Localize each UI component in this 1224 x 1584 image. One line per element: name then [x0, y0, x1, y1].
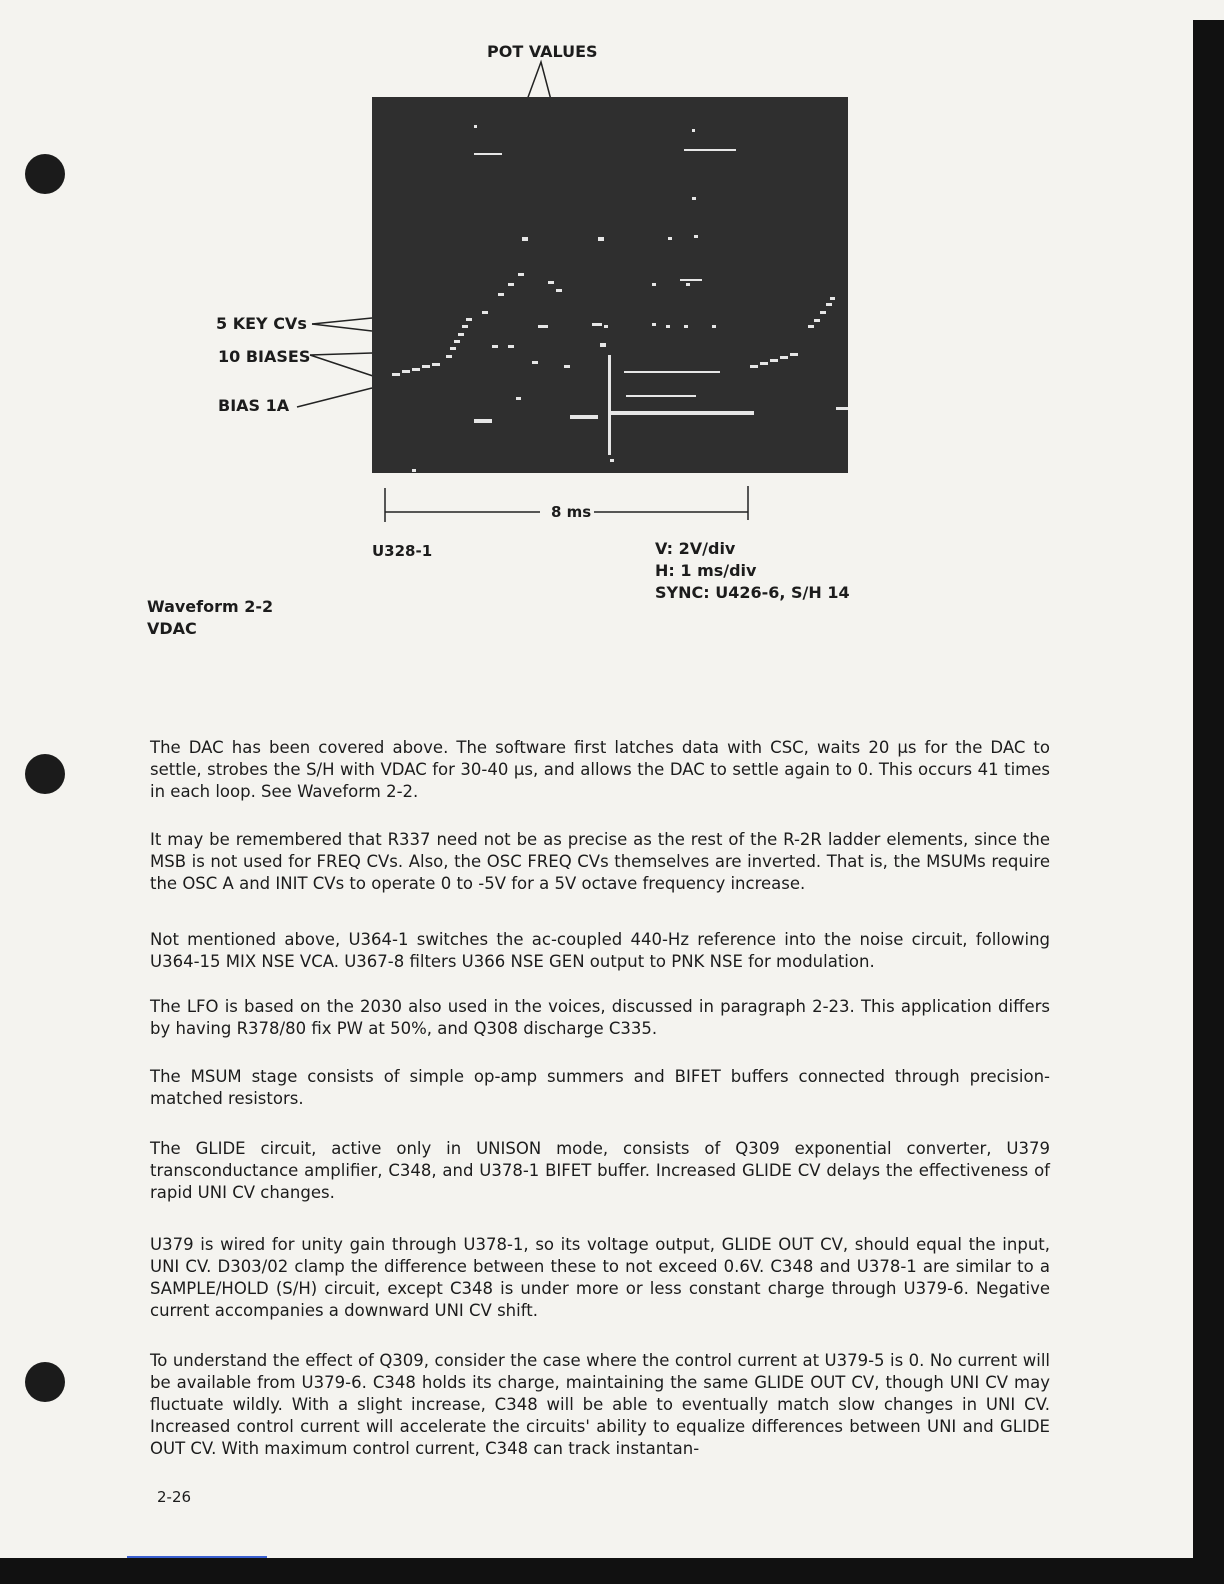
- page-number: 2-26: [157, 1488, 192, 1506]
- paragraph-q309: To understand the effect of Q309, consider the case where the control current at U379-5 is 0. No current will be available from U379-6. C348 holds its charge, maintaining the same GLIDE OUT CV, though UNI CV may fluctuate wildly. With a slight increase, C348 will be able to eventually match slow changes in UNI CV. Increased control current will accelerate the circuits' ability to equalize differences between UNI and GLIDE OUT CV. With maximum control current, C348 can track instantan-: [150, 1351, 1050, 1458]
- page-edge-mark: [127, 1556, 267, 1558]
- binder-hole-icon: [25, 754, 65, 794]
- figure-caption: [147, 596, 273, 640]
- paragraph-glide: The GLIDE circuit, active only in UNISON mode, consists of Q309 exponential converter, U379 transconductance amplifier, C348, and U378-1 BIFET buffer. Increased GLIDE CV delays the effectiveness of rapid UNI CV changes.: [150, 1139, 1050, 1202]
- biases-label: 10 BIASES: [218, 347, 311, 366]
- horizontal-setting: H: 1 ms/div: [655, 561, 757, 580]
- paragraph-noise: Not mentioned above, U364-1 switches the ac-coupled 440-Hz reference into the noise circuit, following U364-15 MIX NSE VCA. U367-8 filters U366 NSE GEN output to PNK NSE for modulation.: [150, 930, 1050, 971]
- paragraph-r337: It may be remembered that R337 need not be as precise as the rest of the R-2R ladder elements, since the MSB is not used for FREQ CVs. Also, the OSC FREQ CVs themselves are inverted. That is, the MSUMs require the OSC A and INIT CVs to operate 0 to -5V for a 5V octave frequency increase.: [150, 830, 1050, 893]
- page-edge-bottom: [0, 1558, 1224, 1584]
- probe-point: U328-1: [372, 542, 433, 560]
- paragraph-u379: U379 is wired for unity gain through U378-1, so its voltage output, GLIDE OUT CV, should equal the input, UNI CV. D303/02 clamp the difference between these to not exceed 0.6V. C348 and U378-1 are similar to a SAMPLE/HOLD (S/H) circuit, except C348 is under more or less constant charge through U379-6. Negative current accompanies a downward UNI CV shift.: [150, 1235, 1050, 1320]
- paragraph-msum: The MSUM stage consists of simple op-amp summers and BIFET buffers connected through precision-matched resistors.: [150, 1067, 1050, 1108]
- paragraph-dac: The DAC has been covered above. The software first latches data with CSC, waits 20 µs for the DAC to settle, strobes the S/H with VDAC for 30-40 µs, and allows the DAC to settle again to 0. This occurs 41 times in each loop. See Waveform 2-2.: [150, 738, 1050, 801]
- binder-hole-icon: [25, 1362, 65, 1402]
- scope-settings: [655, 538, 850, 604]
- caption-subtitle: VDAC: [147, 619, 197, 638]
- vertical-setting: V: 2V/div: [655, 539, 736, 558]
- oscilloscope-trace: [372, 97, 848, 473]
- key-cvs-label: 5 KEY CVs: [216, 314, 307, 333]
- sync-setting: SYNC: U426-6, S/H 14: [655, 583, 850, 602]
- paragraph-lfo: The LFO is based on the 2030 also used in the voices, discussed in paragraph 2-23. This application differs by having R378/80 fix PW at 50%, and Q308 discharge C335.: [150, 997, 1050, 1038]
- bias-1a-label: BIAS 1A: [218, 396, 290, 415]
- time-span-label: 8 ms: [551, 503, 592, 521]
- pot-values-label: POT VALUES: [487, 42, 598, 61]
- caption-title: Waveform 2-2: [147, 597, 274, 616]
